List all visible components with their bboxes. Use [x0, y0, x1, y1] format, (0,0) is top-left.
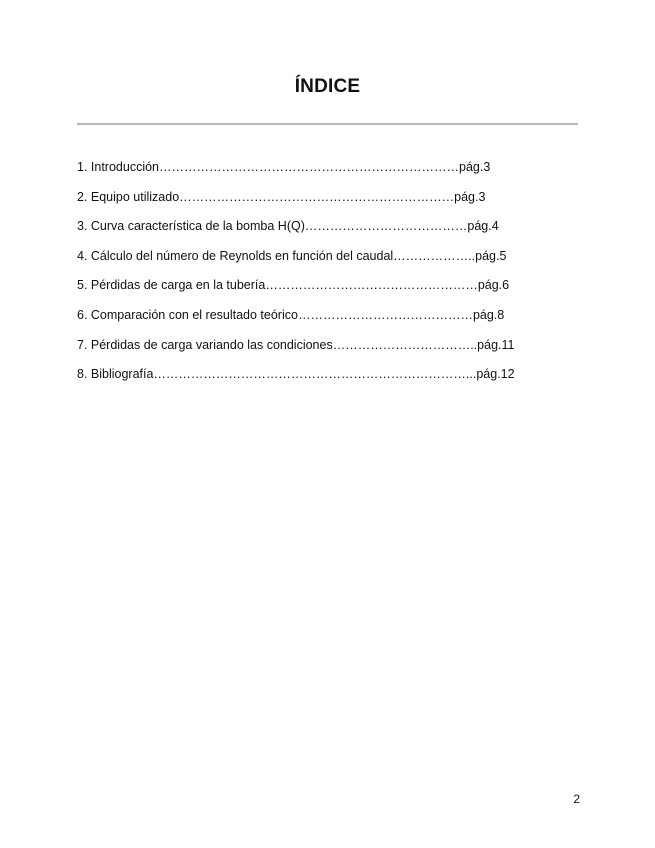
- toc-entry-3: 3. Curva característica de la bomba H(Q)…………………………………pág.4: [77, 219, 499, 234]
- title-divider: [77, 123, 578, 125]
- toc-entry-1: 1. Introducción………………………………………………………………pág.3: [77, 160, 491, 174]
- page-title: ÍNDICE: [294, 76, 361, 97]
- page-number: 2: [573, 792, 580, 806]
- toc-entry-2: 2. Equipo utilizado…………………………………………………………pág.3: [77, 189, 486, 204]
- toc-entry-6: 6. Comparación con el resultado teórico……………………………………pág.8: [77, 307, 505, 322]
- toc-entry-8: 8. Bibliografía…………………………………………………………………...pág.12: [77, 367, 515, 382]
- toc-entry-7: 7. Pérdidas de carga variando las condiciones……………………………..pág.11: [77, 337, 515, 352]
- toc-entry-5: 5. Pérdidas de carga en la tubería……………………………………………pág.6: [77, 278, 510, 293]
- table-of-contents: [77, 157, 547, 394]
- toc-entry-4: 4. Cálculo del número de Reynolds en función del caudal………………..pág.5: [77, 248, 507, 263]
